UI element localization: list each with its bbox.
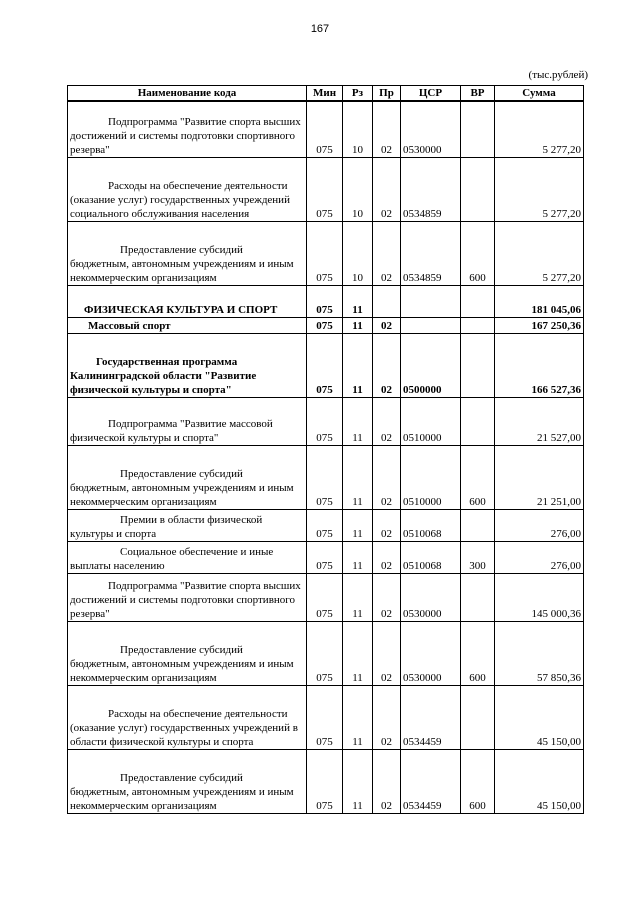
row-pr: 02: [373, 685, 401, 749]
row-name: Предоставление субсидий бюджетным, автономным учреждениям и иным некоммерческим организациям: [70, 643, 294, 684]
header-name: Наименование кода: [68, 86, 307, 102]
row-pr: 02: [373, 621, 401, 685]
header-pr: Пр: [373, 86, 401, 102]
row-min: 075: [307, 685, 343, 749]
table-row: [68, 749, 584, 813]
row-sum: 5 277,20: [495, 221, 584, 285]
row-name: Предоставление субсидий бюджетным, автономным учреждениям и иным некоммерческим организациям: [70, 467, 294, 508]
row-pr: 02: [373, 397, 401, 445]
table-row: [68, 101, 584, 157]
row-rz: 10: [343, 221, 373, 285]
row-min: 075: [307, 285, 343, 317]
row-csr: 0534459: [401, 685, 461, 749]
row-min: 075: [307, 221, 343, 285]
row-name: Социальное обеспечение и иные выплаты населению: [70, 545, 274, 572]
table-row: [68, 685, 584, 749]
row-sum: 166 527,36: [495, 333, 584, 397]
row-vr: [461, 685, 495, 749]
row-min: 075: [307, 621, 343, 685]
table-row: [68, 541, 584, 573]
row-sum: 5 277,20: [495, 101, 584, 157]
row-vr: 600: [461, 445, 495, 509]
row-sum: 167 250,36: [495, 317, 584, 333]
row-csr: 0530000: [401, 573, 461, 621]
row-pr: 02: [373, 317, 401, 333]
table-row: [68, 445, 584, 509]
row-csr: 0530000: [401, 621, 461, 685]
row-rz: 11: [343, 397, 373, 445]
row-rz: 11: [343, 509, 373, 541]
row-name: Подпрограмма "Развитие спорта высших достижений и системы подготовки спортивного резерва": [70, 579, 301, 620]
row-pr: 02: [373, 749, 401, 813]
row-vr: [461, 157, 495, 221]
row-pr: [373, 285, 401, 317]
row-name: ФИЗИЧЕСКАЯ КУЛЬТУРА И СПОРТ: [84, 303, 278, 316]
row-min: 075: [307, 397, 343, 445]
row-csr: 0530000: [401, 101, 461, 157]
row-min: 075: [307, 445, 343, 509]
row-vr: [461, 509, 495, 541]
row-vr: [461, 397, 495, 445]
row-min: 075: [307, 101, 343, 157]
row-vr: [461, 285, 495, 317]
row-sum: 276,00: [495, 541, 584, 573]
row-name: Государственная программа Калининградской области "Развитие физической культуры и спорта": [70, 355, 257, 396]
row-csr: 0510068: [401, 509, 461, 541]
table-row: [68, 621, 584, 685]
row-sum: 145 000,36: [495, 573, 584, 621]
row-rz: 11: [343, 285, 373, 317]
row-rz: 11: [343, 317, 373, 333]
row-min: 075: [307, 333, 343, 397]
table-row: [68, 333, 584, 397]
row-sum: 181 045,06: [495, 285, 584, 317]
row-min: 075: [307, 157, 343, 221]
row-min: 075: [307, 317, 343, 333]
row-rz: 11: [343, 541, 373, 573]
row-pr: 02: [373, 333, 401, 397]
row-vr: 600: [461, 749, 495, 813]
table-row: [68, 285, 584, 317]
row-vr: [461, 333, 495, 397]
table-row: [68, 221, 584, 285]
row-name: Расходы на обеспечение деятельности (оказание услуг) государственных учреждений в области физической культуры и спорта: [70, 707, 298, 748]
row-name: Расходы на обеспечение деятельности (оказание услуг) государственных учреждений социального обслуживания населения: [70, 179, 290, 220]
row-rz: 11: [343, 573, 373, 621]
row-csr: 0510000: [401, 397, 461, 445]
row-rz: 11: [343, 749, 373, 813]
row-vr: [461, 317, 495, 333]
row-name: Подпрограмма "Развитие массовой физической культуры и спорта": [70, 417, 273, 444]
row-csr: 0510068: [401, 541, 461, 573]
row-vr: [461, 101, 495, 157]
row-sum: 21 527,00: [495, 397, 584, 445]
header-rz: Рз: [343, 86, 373, 102]
table-row: [68, 397, 584, 445]
row-csr: 0510000: [401, 445, 461, 509]
row-sum: 57 850,36: [495, 621, 584, 685]
row-rz: 10: [343, 101, 373, 157]
row-csr: 0534459: [401, 749, 461, 813]
table-row: [68, 157, 584, 221]
row-vr: 600: [461, 621, 495, 685]
table-row: [68, 573, 584, 621]
row-sum: 276,00: [495, 509, 584, 541]
table-row: [68, 317, 584, 333]
row-csr: [401, 285, 461, 317]
row-rz: 10: [343, 157, 373, 221]
row-pr: 02: [373, 101, 401, 157]
row-min: 075: [307, 509, 343, 541]
budget-table: [67, 85, 584, 814]
row-name: Подпрограмма "Развитие спорта высших достижений и системы подготовки спортивного резерва": [70, 115, 301, 156]
header-min: Мин: [307, 86, 343, 102]
header-vr: ВР: [461, 86, 495, 102]
row-name: Массовый спорт: [88, 319, 171, 332]
row-sum: 45 150,00: [495, 749, 584, 813]
row-csr: 0534859: [401, 157, 461, 221]
row-min: 075: [307, 749, 343, 813]
header-sum: Сумма: [495, 86, 584, 102]
row-rz: 11: [343, 445, 373, 509]
row-vr: 300: [461, 541, 495, 573]
row-sum: 45 150,00: [495, 685, 584, 749]
row-min: 075: [307, 573, 343, 621]
row-name: Предоставление субсидий бюджетным, автономным учреждениям и иным некоммерческим организациям: [70, 771, 294, 812]
header-csr: ЦСР: [401, 86, 461, 102]
row-pr: 02: [373, 445, 401, 509]
row-csr: [401, 317, 461, 333]
row-rz: 11: [343, 333, 373, 397]
row-sum: 21 251,00: [495, 445, 584, 509]
table-row: [68, 509, 584, 541]
row-min: 075: [307, 541, 343, 573]
table-header-row: [68, 86, 584, 102]
row-vr: 600: [461, 221, 495, 285]
row-sum: 5 277,20: [495, 157, 584, 221]
row-csr: 0500000: [401, 333, 461, 397]
units-label: (тыс.рублей): [528, 69, 588, 81]
row-rz: 11: [343, 685, 373, 749]
row-name: Предоставление субсидий бюджетным, автономным учреждениям и иным некоммерческим организациям: [70, 243, 294, 284]
page-number: 167: [310, 23, 330, 35]
row-vr: [461, 573, 495, 621]
row-pr: 02: [373, 221, 401, 285]
row-pr: 02: [373, 509, 401, 541]
row-pr: 02: [373, 573, 401, 621]
row-name: Премии в области физической культуры и спорта: [70, 513, 263, 540]
row-csr: 0534859: [401, 221, 461, 285]
row-pr: 02: [373, 541, 401, 573]
row-rz: 11: [343, 621, 373, 685]
row-pr: 02: [373, 157, 401, 221]
